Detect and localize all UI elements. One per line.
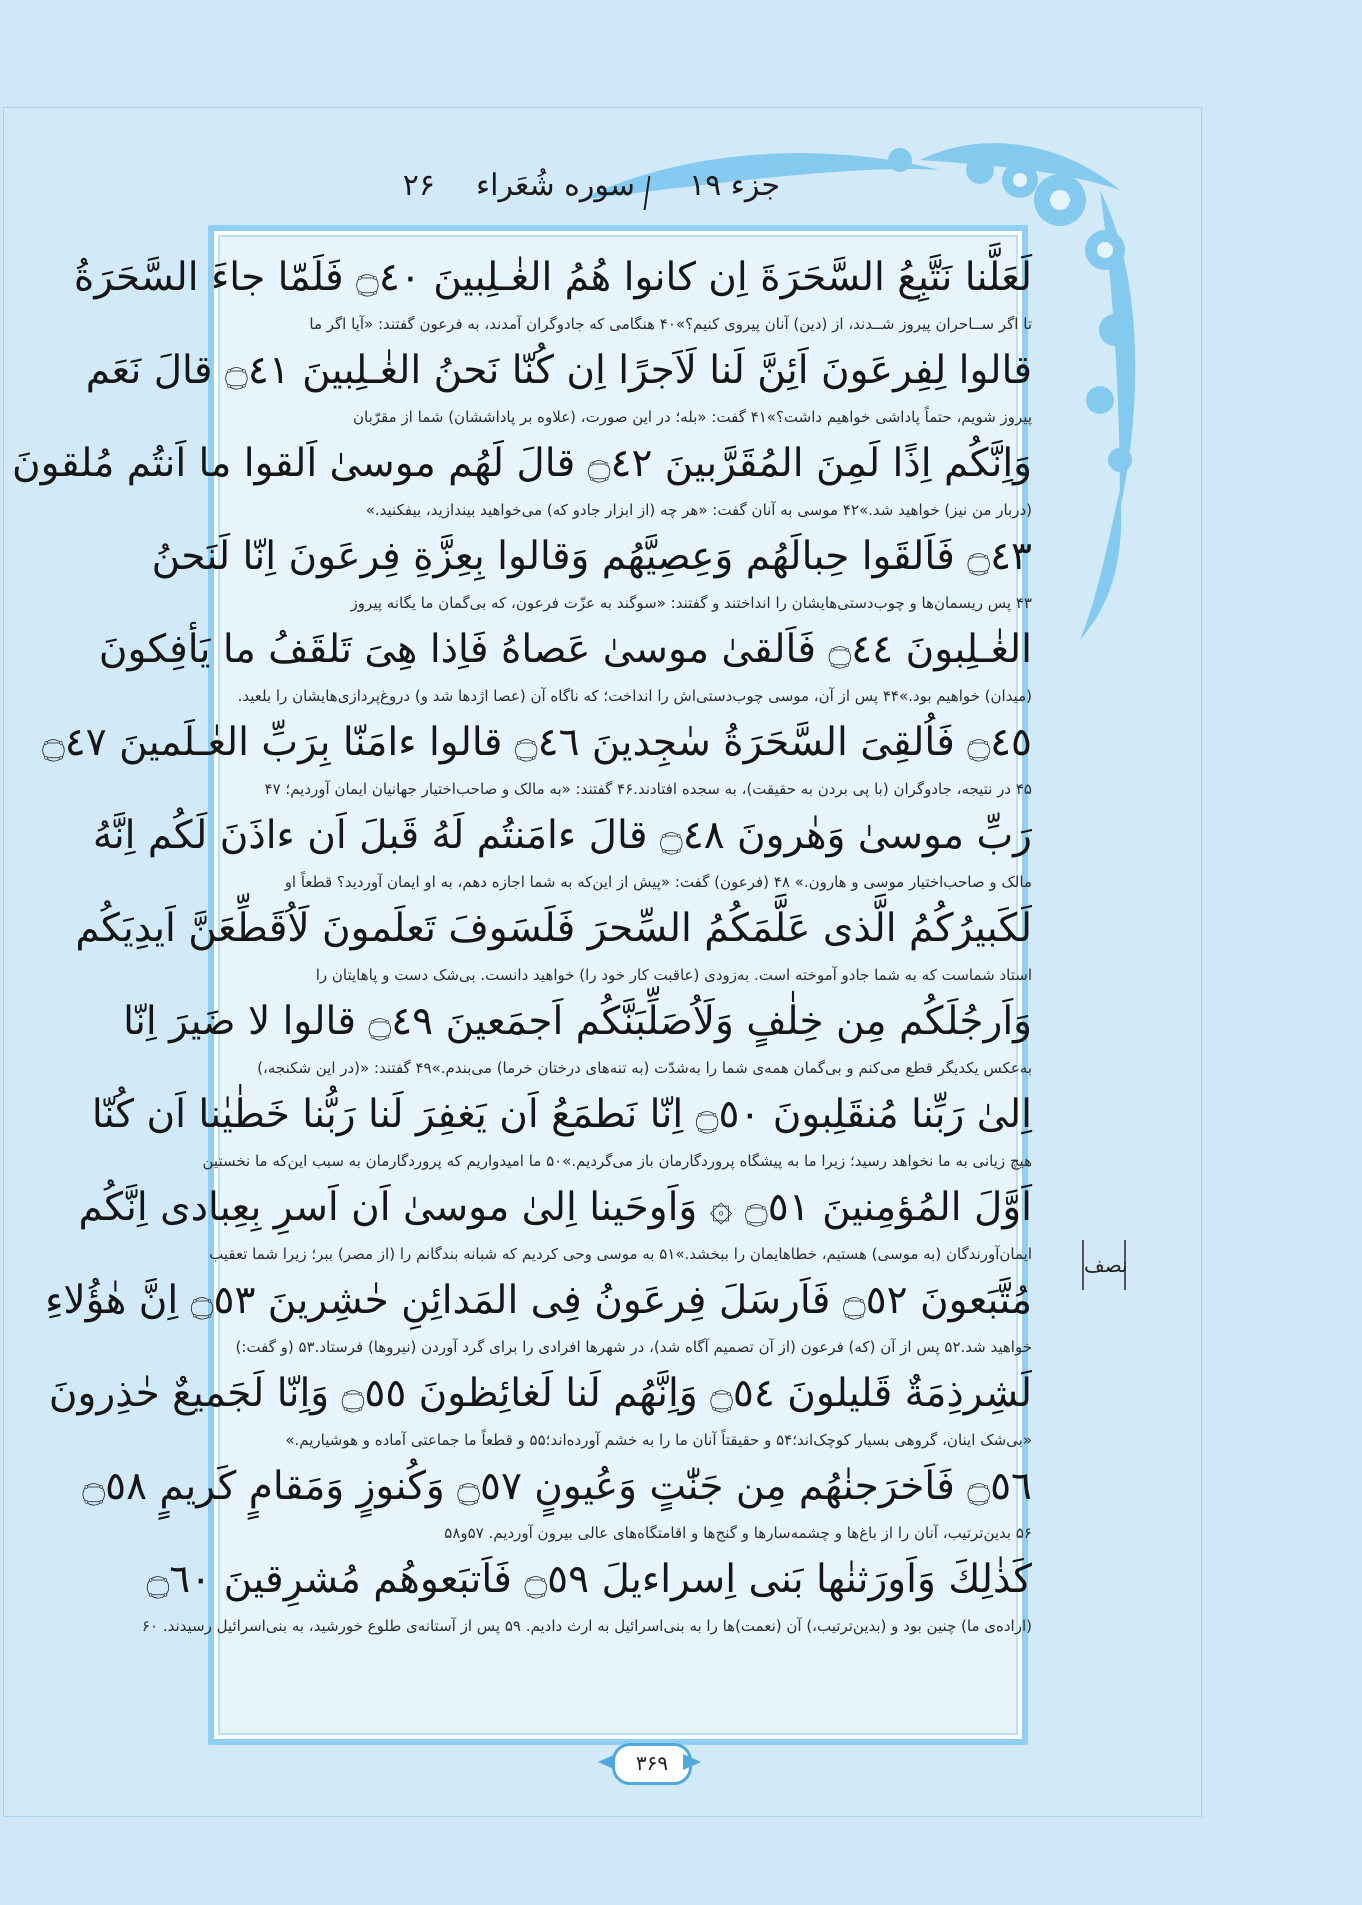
arabic-text: وَاِنَّكُم اِذًا لَمِنَ المُقَرَّبينَ ۝٤٢ قالَ لَهُم موسىٰ اَلقوا ما اَنتُم مُلقونَ: [12, 441, 1032, 486]
arabic-text: ۝٥٦ فَاَخرَجنٰهُم مِن جَنّٰتٍ وَعُيونٍ ۝٥٧ وَكُنوزٍ وَمَقامٍ كَريمٍ ۝٥٨: [82, 1464, 1032, 1509]
arabic-text: كَذٰلِكَ وَاَورَثنٰها بَنى اِسراءيلَ ۝٥٩ فَاَتبَعوهُم مُشرِقينَ ۝٦٠: [146, 1557, 1032, 1602]
arabic-text: ۝٤٣ فَاَلقَوا حِبالَهُم وَعِصِيَّهُم وَقالوا بِعِزَّةِ فِرعَونَ اِنّا لَنَحنُ: [151, 534, 1032, 579]
persian-translation: ۵۶ بدین‌ترتیب، آنان را از باغ‌ها و چشمه‌سارها و گنج‌ها و اقامتگاه‌های عالی بیرون آوردیم. ۵۷و۵۸: [444, 1524, 1032, 1542]
arabic-text: رَبِّ موسىٰ وَهٰرونَ ۝٤٨ قالَ ءامَنتُم لَهُ قَبلَ اَن ءاذَنَ لَكُم اِنَّهُ: [92, 813, 1032, 858]
persian-translation: ایمان‌آورندگان (به موسی) هستیم، خطاهایمان را ببخشد.»۵۱ به موسی وحی کردیم که شبانه بندگانم را (از مصر) ببر؛ زیرا شما تعقیب: [209, 1245, 1032, 1263]
persian-translation: خواهید شد.۵۲ پس از آن (که) فرعون (از آن تصمیم آگاه شد)، در شهرها افرادی را برای گرد آوردن (نیروها) فرستاد.۵۳ (و گفت:): [235, 1338, 1032, 1356]
persian-translation: استاد شماست که به شما جادو آموخته است. به‌زودی (عاقبت کار خود را) خواهید دانست. بی‌شک دست و پاهایتان را: [315, 966, 1032, 984]
page-header: [360, 168, 780, 218]
surah-name: سوره شُعَراء: [476, 168, 635, 203]
persian-translation: تا اگر ســاحران پیروز شــدند، از (دین) آنان پیروی کنیم؟»۴۰ هنگامی که جادوگران آمدند، به فرعون گفتند: «آیا اگر ما: [309, 315, 1032, 333]
juz-label: جزء ۱۹: [689, 168, 780, 203]
page-content: [12, 248, 1032, 1718]
persian-translation: (میدان) خواهیم بود.»۴۴ پس از آن، موسی چوب‌دستی‌اش را انداخت؛ که ناگاه آن (عصا اژدها شد و) دروغ‌پردازی‌هایشان را بلعید.: [237, 687, 1032, 705]
arabic-text: لَكَبيرُكُمُ الَّذى عَلَّمَكُمُ السِّحرَ فَلَسَوفَ تَعلَمونَ لَاُقَطِّعَنَّ اَيدِيَكُم: [75, 906, 1032, 951]
arabic-text: لَعَلَّنا نَتَّبِعُ السَّحَرَةَ اِن كانوا هُمُ الغٰـلِبينَ ۝٤٠ فَلَمّا جاءَ السَّحَرَةُ: [73, 255, 1032, 300]
page-number: ۳۶۹: [612, 1743, 692, 1785]
persian-translation: مالک و صاحب‌اختیار موسی و هارون.» ۴۸ (فرعون) گفت: «پیش از این‌که به شما اجازه دهم، به او ایمان آوردید؟ قطعاً او: [284, 873, 1032, 891]
persian-translation: (دربار من نیز) خواهید شد.»۴۲ موسی به آنان گفت: «هر چه (از ابزار جادو که) می‌خواهید بیندازید، بیفکنید.»: [365, 501, 1032, 519]
arabic-text: اِلىٰ رَبِّنا مُنقَلِبونَ ۝٥٠ اِنّا نَطمَعُ اَن يَغفِرَ لَنا رَبُّنا خَطٰيٰنا اَن كُنّا: [91, 1092, 1032, 1137]
arabic-text: قالوا لِفِرعَونَ اَئِنَّ لَنا لَاَجرًا اِن كُنّا نَحنُ الغٰـلِبينَ ۝٤١ قالَ نَعَم: [85, 348, 1032, 393]
surah-number: ۲۶: [402, 168, 435, 203]
persian-translation: ۴۵ در نتیجه، جادوگران (با پی بردن به حقیقت)، به سجده افتادند.۴۶ گفتند: «به مالک و صاحب‌اختیار جهانیان ایمان آوردیم؛ ۴۷: [264, 780, 1032, 798]
arabic-text: ۝٤٥ فَاُلقِىَ السَّحَرَةُ سٰجِدينَ ۝٤٦ قالوا ءامَنّا بِرَبِّ العٰـلَمينَ ۝٤٧: [41, 720, 1032, 765]
persian-translation: هیچ زیانی به ما نخواهد رسید؛ زیرا ما به پیشگاه پروردگارمان باز می‌گردیم.»۵۰ ما امیدواریم که پروردگارمان به سبب این‌که ما نخستین: [202, 1152, 1032, 1170]
persian-translation: ۴۳ پس ریسمان‌ها و چوب‌دستی‌هایشان را انداختند و گفتند: «سوگند به عزّت فرعون، که بی‌گمان ما یگانه پیروز: [350, 594, 1032, 612]
hizb-marker: نصف: [1082, 1240, 1126, 1290]
persian-translation: پیروز شویم، حتماً پاداشی خواهیم داشت؟»۴۱ گفت: «بله؛ در این صورت، (علاوه بر پاداششان) شما از مقرّبان: [353, 408, 1032, 426]
persian-translation: به‌عکس یکدیگر قطع می‌کنم و بی‌گمان همه‌ی شما را به‌شدّت (به تنه‌های درختان خرما) می‌بندم.»۴۹ گفتند: «(در این شکنجه،): [257, 1059, 1032, 1077]
arabic-text: لَشِرذِمَةٌ قَليلونَ ۝٥٤ وَاِنَّهُم لَنا لَغائِظونَ ۝٥٥ وَاِنّا لَجَميعٌ حٰذِرونَ: [48, 1371, 1032, 1416]
arabic-text: اَوَّلَ المُؤمِنينَ ۝٥١ ۞ وَاَوحَينا اِلىٰ موسىٰ اَن اَسرِ بِعِبادى اِنَّكُم: [78, 1185, 1032, 1230]
arabic-text: مُتَّبَعونَ ۝٥٢ فَاَرسَلَ فِرعَونُ فِى المَدائِنِ حٰشِرينَ ۝٥٣ اِنَّ هٰؤُلاءِ: [45, 1278, 1032, 1323]
arabic-text: الغٰـلِبونَ ۝٤٤ فَاَلقىٰ موسىٰ عَصاهُ فَاِذا هِىَ تَلقَفُ ما يَأفِكونَ: [98, 627, 1032, 672]
persian-translation: (اراده‌ی ما) چنین بود و (بدین‌ترتیب،) آن (نعمت)ها را به بنی‌اسرائیل به ارث دادیم. ۵۹ پس از آستانه‌ی طلوع خورشید، به بنی‌اسرائیل رسیدند. ۶۰: [141, 1617, 1032, 1635]
persian-translation: «بی‌شک اینان، گروهی بسیار کوچک‌اند؛۵۴ و حقیقتاً آنان ما را به خشم آورده‌اند؛۵۵ و قطعاً ما جماعتی آماده و هوشیاریم.»: [285, 1431, 1032, 1449]
arabic-text: وَاَرجُلَكُم مِن خِلٰفٍ وَلَاُصَلِّبَنَّكُم اَجمَعينَ ۝٤٩ قالوا لا ضَيرَ اِنّا: [123, 999, 1032, 1044]
header-divider: [644, 176, 665, 210]
